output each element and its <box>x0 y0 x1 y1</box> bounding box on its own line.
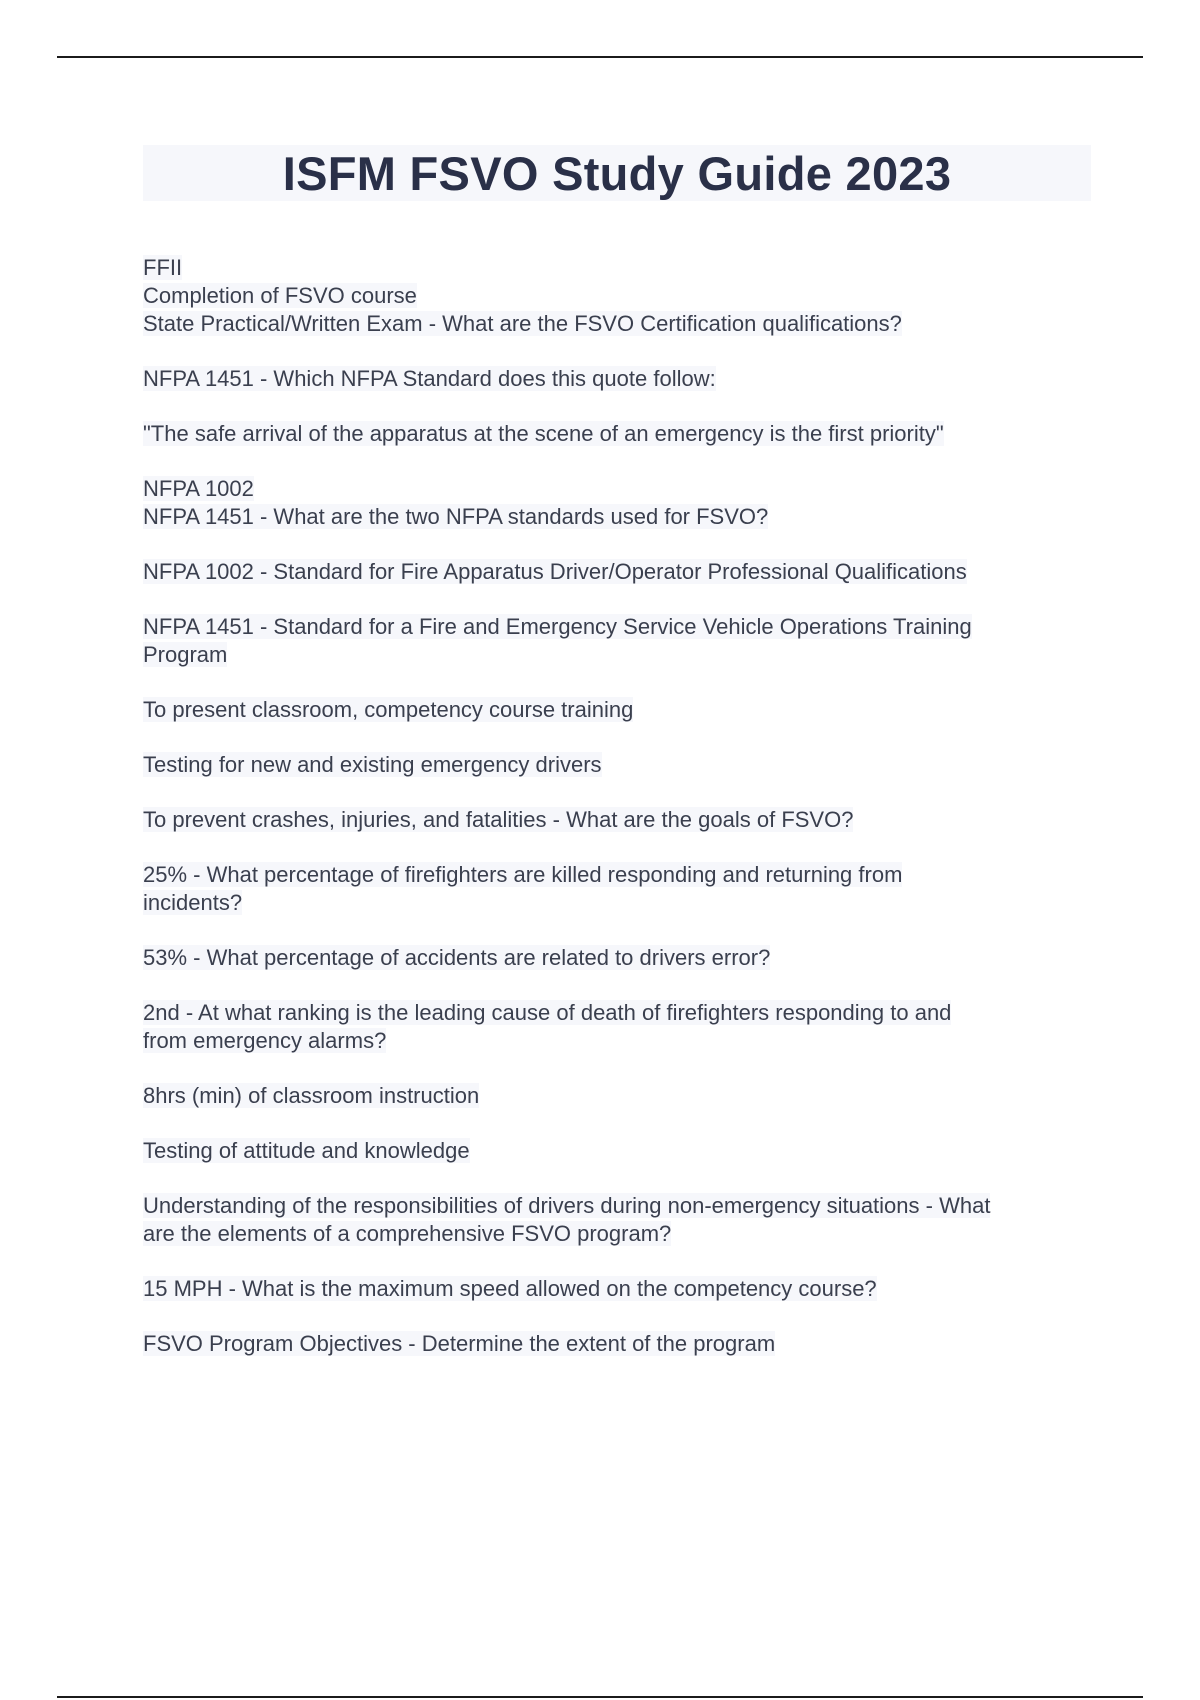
top-divider <box>57 56 1143 58</box>
flashcard-16 <box>143 1275 1103 1303</box>
card-line: Understanding of the responsibilities of drivers during non-emergency situations - What <box>143 1193 991 1218</box>
card-line: are the elements of a comprehensive FSVO program? <box>143 1221 672 1246</box>
flashcard-15 <box>143 1192 1103 1248</box>
flashcard-4 <box>143 475 1103 531</box>
card-line: Testing of attitude and knowledge <box>143 1138 470 1163</box>
flashcard-5 <box>143 558 1103 586</box>
flashcard-1 <box>143 254 1103 338</box>
flashcard-10 <box>143 861 1103 917</box>
card-line: incidents? <box>143 890 243 915</box>
title-banner <box>143 145 1091 201</box>
flashcard-9 <box>143 806 1103 834</box>
card-line: 2nd - At what ranking is the leading cause of death of firefighters responding to and <box>143 1000 952 1025</box>
flashcard-8 <box>143 751 1103 779</box>
card-line: 25% - What percentage of firefighters are killed responding and returning from <box>143 862 903 887</box>
card-line: 8hrs (min) of classroom instruction <box>143 1083 480 1108</box>
card-line: NFPA 1451 - What are the two NFPA standards used for FSVO? <box>143 504 769 529</box>
flashcard-2 <box>143 365 1103 393</box>
flashcard-12 <box>143 999 1103 1055</box>
card-line: 15 MPH - What is the maximum speed allowed on the competency course? <box>143 1276 877 1301</box>
card-line: Program <box>143 642 228 667</box>
bottom-divider <box>57 1696 1143 1698</box>
flashcard-3 <box>143 420 1103 448</box>
card-line: FSVO Program Objectives - Determine the extent of the program <box>143 1331 776 1356</box>
card-line: "The safe arrival of the apparatus at the scene of an emergency is the first priority" <box>143 421 944 446</box>
flashcard-6 <box>143 613 1103 669</box>
card-line: from emergency alarms? <box>143 1028 387 1053</box>
card-line: Testing for new and existing emergency drivers <box>143 752 602 777</box>
flashcard-14 <box>143 1137 1103 1165</box>
flashcard-13 <box>143 1082 1103 1110</box>
flashcard-7 <box>143 696 1103 724</box>
card-line: NFPA 1451 - Standard for a Fire and Emergency Service Vehicle Operations Training <box>143 614 972 639</box>
card-line: 53% - What percentage of accidents are related to drivers error? <box>143 945 771 970</box>
card-line: Completion of FSVO course <box>143 283 417 308</box>
flashcard-11 <box>143 944 1103 972</box>
flashcard-list <box>143 254 1103 1385</box>
card-line: NFPA 1002 <box>143 476 254 501</box>
card-line: NFPA 1451 - Which NFPA Standard does this quote follow: <box>143 366 716 391</box>
document-title: ISFM FSVO Study Guide 2023 <box>282 146 952 200</box>
card-line: To prevent crashes, injuries, and fatalities - What are the goals of FSVO? <box>143 807 854 832</box>
card-line: FFII <box>143 255 183 280</box>
card-line: To present classroom, competency course training <box>143 697 634 722</box>
flashcard-17 <box>143 1330 1103 1358</box>
card-line: NFPA 1002 - Standard for Fire Apparatus Driver/Operator Professional Qualifications <box>143 559 967 584</box>
card-line: State Practical/Written Exam - What are the FSVO Certification qualifications? <box>143 311 902 336</box>
